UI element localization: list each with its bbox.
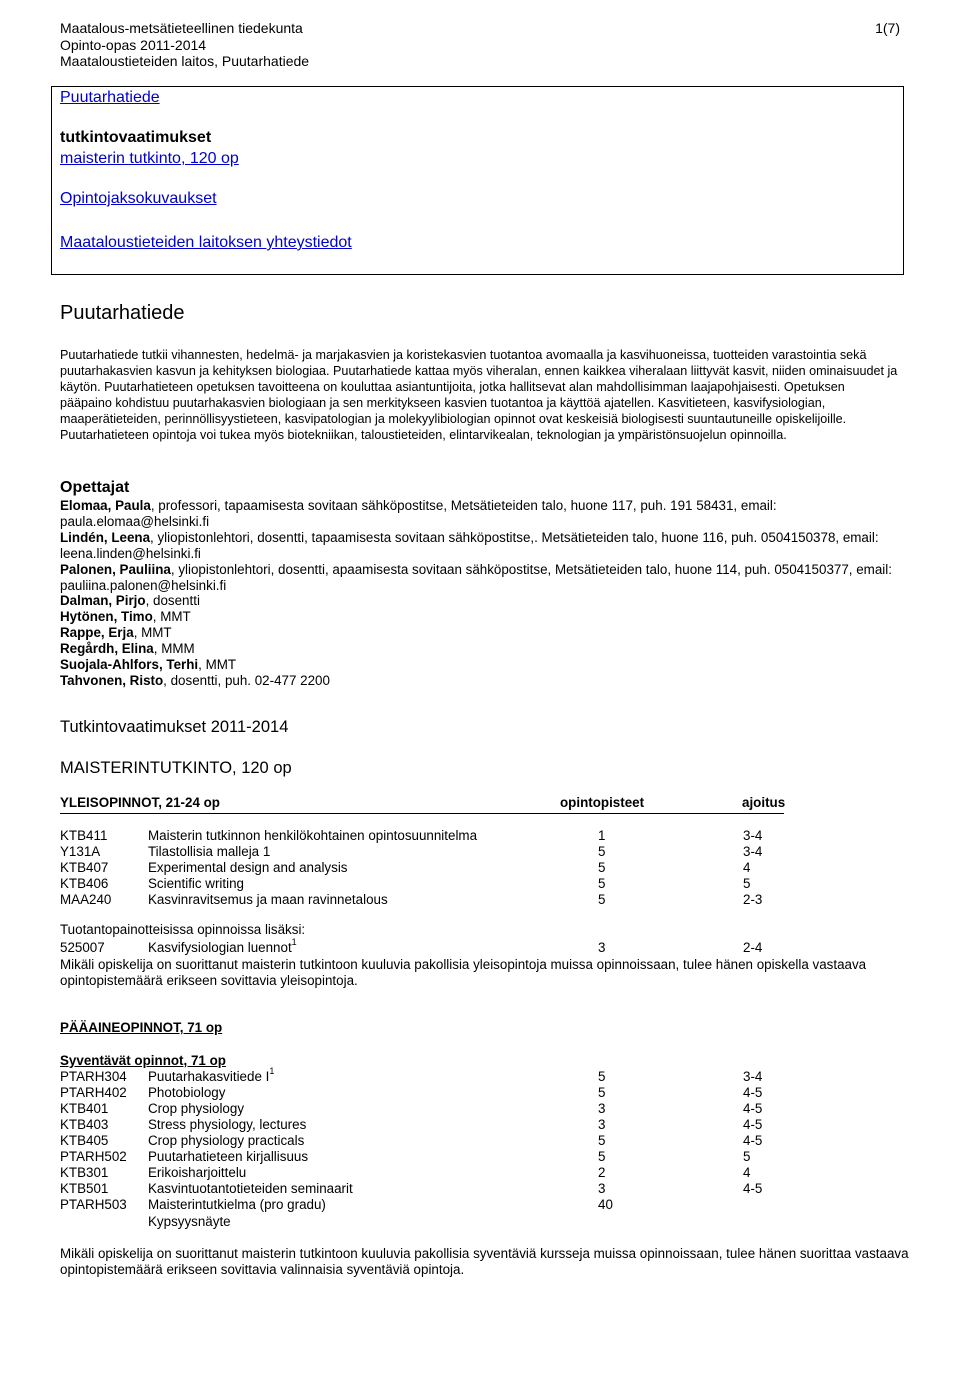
course-timing: 4-5 <box>743 1085 763 1100</box>
course-timing: 4-5 <box>743 1117 763 1132</box>
table-row <box>60 1197 800 1213</box>
course-code: KTB401 <box>60 1101 109 1116</box>
timing-column-header: ajoitus <box>742 795 786 810</box>
page-title: Puutarhatiede <box>60 302 185 324</box>
course-code: KTB405 <box>60 1133 109 1148</box>
course-timing: 2-3 <box>743 892 763 907</box>
course-name-text: Crop physiology practicals <box>148 1133 305 1148</box>
teacher-entry <box>60 625 905 641</box>
course-name-text: Maisterintutkielma (pro gradu) <box>148 1197 326 1212</box>
course-credits: 1 <box>598 828 606 843</box>
teacher-details: , dosentti <box>145 593 200 609</box>
table-row <box>60 1066 800 1085</box>
teacher-details: , MMM <box>153 641 195 657</box>
general-studies-header <box>60 795 784 814</box>
course-name <box>148 1165 246 1180</box>
teachers-heading: Opettajat <box>60 479 130 496</box>
teacher-details: , yliopistonlehtori, dosentti, tapaamisesta sovitaan sähköpostitse,. Metsätieteiden talo, huone 116, puh. 0504150378, email: leena.linden@helsinki.fi <box>60 529 879 561</box>
course-code: KTB501 <box>60 1181 109 1196</box>
course-code: PTARH402 <box>60 1085 127 1100</box>
course-name <box>148 828 477 843</box>
course-timing: 4-5 <box>743 1181 763 1196</box>
teacher-name: Elomaa, Paula <box>60 498 151 513</box>
table-row <box>60 892 800 908</box>
teacher-name: Hytönen, Timo <box>60 609 153 625</box>
teacher-entry <box>60 673 905 689</box>
teacher-entry <box>60 562 905 594</box>
course-credits: 3 <box>598 1101 606 1116</box>
course-code: PTARH304 <box>60 1069 127 1084</box>
course-code: PTARH502 <box>60 1149 127 1164</box>
course-name <box>148 1197 326 1212</box>
course-name <box>148 892 388 907</box>
table-row <box>60 1085 800 1101</box>
teacher-details: , MMT <box>133 625 172 641</box>
teacher-name: Tahvonen, Risto <box>60 672 164 688</box>
course-name <box>148 1101 244 1116</box>
course-name-text: Photobiology <box>148 1085 226 1100</box>
course-name <box>148 1085 225 1100</box>
course-name-text: Crop physiology <box>148 1101 245 1116</box>
course-code: KTB301 <box>60 1165 109 1180</box>
course-credits: 5 <box>598 1069 606 1084</box>
course-timing: 4-5 <box>743 1101 763 1116</box>
course-credits: 5 <box>598 1149 606 1164</box>
table-row <box>60 828 800 844</box>
major-studies-heading: PÄÄAINEOPINNOT, 71 op <box>60 1020 223 1035</box>
course-name-text: Erikoisharjoittelu <box>148 1165 247 1180</box>
course-timing: 3-4 <box>743 1069 763 1084</box>
maturity-test: Kypsyysnäyte <box>148 1214 231 1229</box>
course-name: Kasvifysiologian luennot$^1$ <box>148 937 297 955</box>
teacher-entry <box>60 641 905 657</box>
teacher-entry <box>60 609 905 625</box>
course-credits: 5 <box>598 844 606 859</box>
course-name <box>148 1181 353 1196</box>
advanced-studies-heading: Syventävät opinnot, 71 op <box>60 1053 226 1068</box>
course-name-text: Puutarhatieteen kirjallisuus <box>148 1149 309 1164</box>
course-timing: 4 <box>743 860 751 875</box>
table-row <box>60 1181 800 1197</box>
link-puutarhatiede[interactable]: Puutarhatiede <box>60 89 160 106</box>
course-name <box>148 876 244 891</box>
course-name-text: Puutarhakasvitiede I <box>148 1069 270 1084</box>
table-row <box>60 1101 800 1117</box>
faculty-name: Maatalous-metsätieteellinen tiedekunta <box>60 20 303 36</box>
course-credits: 3 <box>598 1117 606 1132</box>
guide-name: Opinto-opas 2011-2014 <box>60 36 207 53</box>
table-row <box>60 876 800 892</box>
teacher-details: , MMT <box>152 609 191 625</box>
course-name <box>148 860 348 875</box>
masters-heading: MAISTERINTUTKINTO, 120 op <box>60 759 292 777</box>
course-credits: 5 <box>598 1085 606 1100</box>
table-row <box>60 844 800 860</box>
teacher-entry <box>60 498 905 530</box>
general-studies-note: Mikäli opiskelija on suorittanut maisterin tutkintoon kuuluvia pakollisia yleisopintoja muissa opinnoissaan, tulee hänen opiskella vastaava opintopistemäärä erikseen sovittavia yleisopintoja. <box>60 957 867 988</box>
course-credits: 2 <box>598 1165 606 1180</box>
course-name <box>148 1117 306 1132</box>
course-name-text: Maisterin tutkinnon henkilökohtainen opintosuunnitelma <box>148 828 478 843</box>
course-timing: 4 <box>743 1165 751 1180</box>
link-maisterin-tutkinto[interactable]: maisterin tutkinto, 120 op <box>60 150 239 167</box>
intro-paragraph: Puutarhatiede tutkii vihannesten, hedelmä- ja marjakasvien ja koristekasvien tuotantoa avomaalla ja kasvihuoneissa, tuotteiden varastointia sekä puutarhakasvien kasvun ja kehityksen biologiaa. Puutarhatiede kattaa myös viheralan, ennen kaikkea viheralaan liittyvät kasvit, niiden ominaisuudet ja käytön. Puutarhatieteen opetuksen tavoitteena on kouluttaa asiantuntijoita, jotka hallitsevat alan mahdollisimman laajapohjaisesti. Opetuksen pääpaino kohdistuu puutarhakasvien biologiaan ja sen merkitykseen kasvien tuotantoa ja käyttöä ajatellen. Kasvitieteen, kasvifysiologian, maaperätieteiden, perinnöllisyystieteen, kasvipatologian ja molekyylibiologian opinnot ovat keskeisiä biologisesti suuntautuneille opiskelijoille. Puutarhatieteen opintoja voi tukea myös biotekniikan, taloustieteiden, elintarvikealan, teknologian ja ympäristönsuojelun opinnoilla. <box>60 348 898 443</box>
table-row <box>60 1165 800 1181</box>
course-credits: 40 <box>598 1197 613 1212</box>
teacher-details: , professori, tapaamisesta sovitaan sähköpostitse, Metsätieteiden talo, huone 117, puh. 191 58431, email: paula.elomaa@helsinki.fi <box>60 498 777 529</box>
page-number: 1(7) <box>875 20 900 36</box>
course-code: Y131A <box>60 844 101 859</box>
course-timing: 4-5 <box>743 1133 763 1148</box>
requirements-heading: Tutkintovaatimukset 2011-2014 <box>60 718 289 736</box>
link-yhteystiedot[interactable]: Maataloustieteiden laitoksen yhteystiedot <box>60 234 352 251</box>
teacher-name: Lindén, Leena <box>60 529 151 545</box>
teacher-details: , MMT <box>198 657 237 673</box>
course-timing: 2-4 <box>743 940 763 955</box>
course-name <box>148 844 270 859</box>
link-opintojaksokuvaukset[interactable]: Opintojaksokuvaukset <box>60 190 217 207</box>
course-code: PTARH503 <box>60 1197 127 1212</box>
table-row <box>60 1149 800 1165</box>
course-name-text: Kasvintuotantotieteiden seminaarit <box>148 1181 353 1196</box>
navigation-box <box>51 86 904 275</box>
table-row <box>60 1133 800 1149</box>
general-studies-title: YLEISOPINNOT, 21-24 op <box>60 795 220 810</box>
table-row <box>60 860 800 876</box>
credits-column-header: opintopisteet <box>560 795 645 810</box>
teacher-name: Dalman, Pirjo <box>60 593 146 609</box>
tutkintovaatimukset-heading: tutkintovaatimukset <box>60 129 212 146</box>
course-name-text: Scientific writing <box>148 876 244 891</box>
course-timing: 5 <box>743 876 751 891</box>
course-name <box>148 1133 304 1148</box>
course-code: KTB411 <box>60 828 108 843</box>
course-credits: 5 <box>598 860 606 875</box>
teacher-entry <box>60 530 905 562</box>
course-code: KTB407 <box>60 860 109 875</box>
course-name-text: Stress physiology, lectures <box>148 1117 307 1132</box>
teacher-details: , yliopistonlehtori, dosentti, apaamisesta sovitaan sähköpostitse, Metsätieteiden talo, huone 114, puh. 0504150377, email: pauliina.palonen@helsinki.fi <box>60 561 892 593</box>
teacher-name: Regårdh, Elina <box>60 641 154 657</box>
course-credits: 3 <box>598 940 606 955</box>
course-name <box>148 1149 308 1164</box>
course-credits: 5 <box>598 876 606 891</box>
course-code: KTB403 <box>60 1117 109 1132</box>
course-name-text: Kasvinravitsemus ja maan ravinnetalous <box>148 892 388 907</box>
course-timing: 3-4 <box>743 844 763 859</box>
footnote-marker: 1 <box>291 937 297 947</box>
course-code: 525007 <box>60 940 105 955</box>
table-row <box>60 1117 800 1133</box>
teacher-name: Suojala-Ahlfors, Terhi <box>60 657 199 673</box>
advanced-studies-note: Mikäli opiskelija on suorittanut maisterin tutkintoon kuuluvia pakollisia syventäviä kursseja muissa opinnoissaan, tulee hänen suorittaa vastaava opintopistemäärä erikseen sovittavia valinnaisia syventäviä opintoja. <box>60 1246 909 1277</box>
extra-label: Tuotantopainotteisissa opinnoissa lisäksi: <box>60 922 306 937</box>
department-name: Maataloustieteiden laitos, Puutarhatiede <box>60 53 310 69</box>
course-credits: 3 <box>598 1181 606 1196</box>
teacher-details: , dosentti, puh. 02-477 2200 <box>163 672 330 688</box>
course-timing: 5 <box>743 1149 751 1164</box>
course-credits: 5 <box>598 892 606 907</box>
course-credits: 5 <box>598 1133 606 1148</box>
course-name-text: Experimental design and analysis <box>148 860 348 875</box>
document-header <box>60 20 309 70</box>
course-name <box>148 1066 275 1084</box>
teacher-entry <box>60 657 905 673</box>
course-code: MAA240 <box>60 892 112 907</box>
footnote-marker: 1 <box>269 1066 275 1076</box>
table-row <box>60 937 800 956</box>
teachers-list <box>60 498 905 689</box>
teacher-name: Palonen, Pauliina <box>60 561 171 577</box>
course-name-text: Tilastollisia malleja 1 <box>148 844 271 859</box>
course-code: KTB406 <box>60 876 109 891</box>
course-timing: 3-4 <box>743 828 763 843</box>
teacher-entry <box>60 593 905 609</box>
teacher-name: Rappe, Erja <box>60 625 134 641</box>
